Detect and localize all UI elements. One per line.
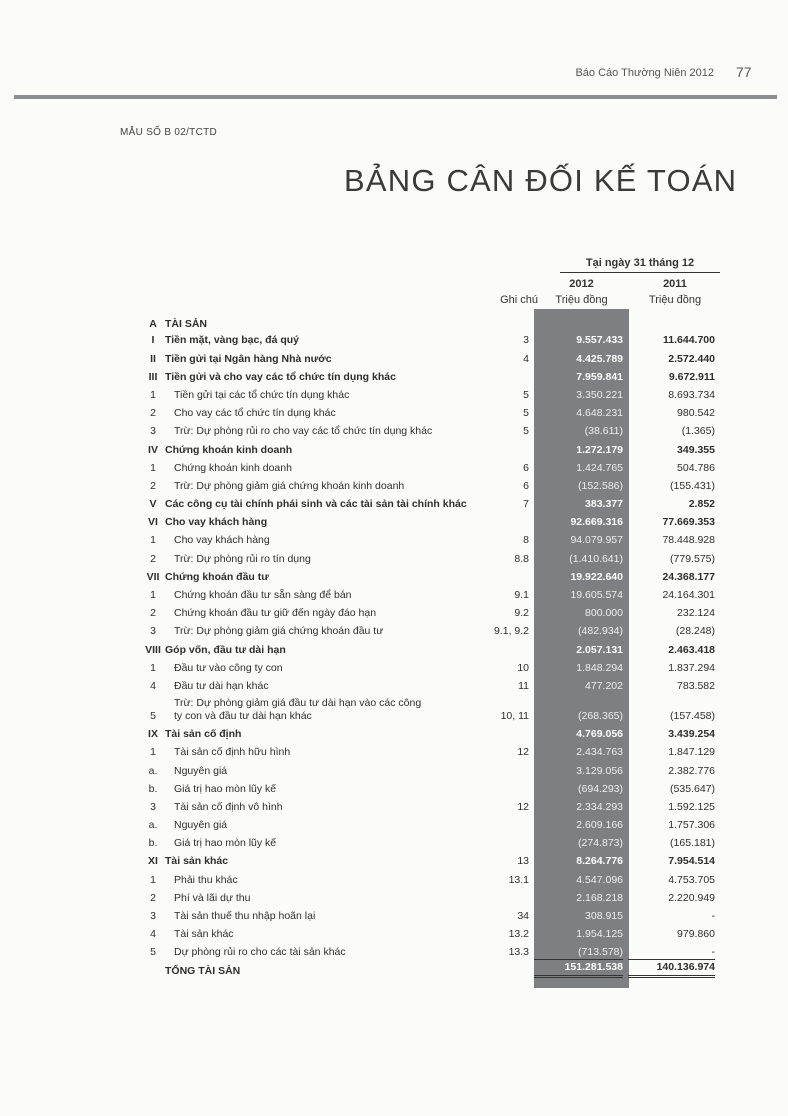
- value-2011: (535.647): [670, 782, 715, 795]
- row-note: 13: [517, 855, 529, 868]
- table-row: [0, 622, 788, 640]
- current-year-unit: Triệu đồng: [555, 294, 608, 306]
- row-label: Góp vốn, đầu tư dài hạn: [165, 643, 286, 656]
- row-code: 2: [150, 891, 156, 904]
- value-2012: (713.578): [578, 946, 623, 959]
- value-2012: 2.057.131: [576, 643, 623, 656]
- row-note: 6: [523, 479, 529, 492]
- value-2011: 349.355: [677, 443, 715, 456]
- value-2012: (268.365): [578, 709, 623, 722]
- row-note: 13.1: [508, 873, 529, 886]
- value-2012: 308.915: [585, 910, 623, 922]
- value-2011: 979.860: [677, 928, 715, 941]
- value-2011: (165.181): [670, 837, 715, 850]
- table-row: [0, 725, 788, 743]
- value-2012: 477.202: [585, 679, 623, 692]
- row-note: 5: [523, 407, 529, 420]
- table-row: [0, 349, 788, 367]
- table-row: [0, 531, 788, 549]
- row-note: 10, 11: [500, 709, 529, 722]
- row-label: Trừ: Dự phòng giảm giá chứng khoán đầu tư: [174, 625, 384, 638]
- row-code: 3: [150, 910, 156, 922]
- value-2011: 4.753.705: [668, 873, 715, 886]
- row-note: 8: [523, 534, 529, 547]
- value-2012: 2.168.218: [576, 891, 623, 904]
- current-year: 2012: [569, 278, 594, 290]
- row-code: VI: [148, 516, 158, 529]
- row-label: Trừ: Dự phòng giảm giá đầu tư dài hạn vào các công ty con và đầu tư dài hạn khác: [174, 696, 422, 722]
- row-code: 4: [150, 928, 156, 941]
- table-row: [0, 870, 788, 888]
- row-label: Tiền gửi tại Ngân hàng Nhà nước: [165, 352, 332, 365]
- row-note: 9.1: [514, 589, 529, 601]
- value-2011: 77.669.353: [662, 516, 715, 529]
- table-row: [0, 440, 788, 458]
- row-code: III: [148, 370, 158, 383]
- table-row: [0, 816, 788, 834]
- value-2011: 504.786: [677, 461, 715, 474]
- table-row: [0, 852, 788, 870]
- row-code: 3: [150, 625, 156, 638]
- value-2011: 1.757.306: [668, 819, 715, 832]
- report-title: Báo Cáo Thường Niên 2012: [575, 67, 714, 79]
- value-2011: 24.164.301: [662, 589, 715, 601]
- table-row: [0, 834, 788, 852]
- row-label: Nguyên giá: [174, 764, 228, 777]
- row-code: a.: [148, 819, 158, 832]
- table-row: [0, 677, 788, 695]
- row-code: IV: [148, 443, 158, 456]
- value-2011: 2.852: [688, 498, 715, 511]
- value-2012: 383.377: [585, 498, 623, 511]
- row-note: 10: [517, 661, 529, 674]
- value-2012: 2.609.166: [576, 819, 623, 832]
- value-2012: (694.293): [578, 782, 623, 795]
- value-2012: 800.000: [585, 607, 623, 620]
- value-2012: 3.350.221: [576, 388, 623, 401]
- table-row: [0, 780, 788, 798]
- value-2011: 232.124: [677, 607, 715, 620]
- row-code: 3: [150, 800, 156, 813]
- form-code: MẪU SỐ B 02/TCTD: [120, 127, 218, 138]
- row-code: I: [151, 334, 155, 347]
- table-row: [0, 549, 788, 567]
- value-2012: (482.934): [578, 625, 623, 638]
- value-2012: 9.557.433: [576, 334, 623, 347]
- value-2011: 78.448.928: [662, 534, 715, 547]
- value-2011: 783.582: [677, 679, 715, 692]
- row-label: Nguyên giá: [174, 819, 228, 832]
- header-divider: [14, 95, 777, 99]
- row-code: b.: [148, 782, 158, 795]
- value-2012: 1.954.125: [576, 928, 623, 941]
- row-label: Giá trị hao mòn lũy kế: [174, 837, 277, 850]
- row-label: Tài sản khác: [165, 855, 229, 868]
- row-code: 2: [150, 607, 156, 620]
- value-2012: 151.281.538: [534, 959, 623, 978]
- row-label: Chứng khoán đầu tư giữ đến ngày đáo hạn: [174, 607, 377, 620]
- value-2012: 4.648.231: [576, 407, 623, 420]
- row-label: Dự phòng rủi ro cho các tài sản khác: [174, 946, 346, 959]
- value-2011: 24.368.177: [662, 570, 715, 583]
- value-2012: 94.079.957: [570, 534, 623, 547]
- row-code: 1: [150, 461, 156, 474]
- value-2012: 1.424.765: [576, 461, 623, 474]
- row-note: 5: [523, 388, 529, 401]
- row-note: 7: [523, 498, 529, 511]
- value-2012: 92.669.316: [570, 516, 623, 529]
- row-code: A: [149, 318, 157, 331]
- page-number: 77: [736, 64, 752, 80]
- row-code: 1: [150, 661, 156, 674]
- table-row: [0, 743, 788, 761]
- table-row: [0, 586, 788, 604]
- row-label: Giá trị hao mòn lũy kế: [174, 782, 277, 795]
- table-row: [0, 404, 788, 422]
- row-label: Phí và lãi dự thu: [174, 891, 251, 904]
- value-2011: 2.382.776: [668, 764, 715, 777]
- table-row: [0, 604, 788, 622]
- row-label: Chứng khoán đầu tư sẵn sàng để bán: [174, 589, 352, 601]
- value-2011: 2.572.440: [668, 352, 715, 365]
- value-2012: (152.586): [578, 479, 623, 492]
- row-label: TÀI SẢN: [165, 318, 207, 331]
- row-note: 8.8: [514, 552, 529, 565]
- row-label: Tài sản cố định vô hình: [174, 800, 283, 813]
- row-label: Tài sản thuế thu nhập hoãn lại: [174, 910, 316, 922]
- row-label: TỔNG TÀI SẢN: [165, 964, 241, 977]
- value-2011: 9.672.911: [668, 370, 715, 383]
- row-note: 3: [523, 334, 529, 347]
- row-label: Các công cụ tài chính phái sinh và các tài sản tài chính khác: [165, 498, 467, 511]
- row-label: Đầu tư dài hạn khác: [174, 679, 269, 692]
- row-label: Tài sản khác: [174, 928, 234, 941]
- value-2012: (274.873): [578, 837, 623, 850]
- table-row: [0, 907, 788, 925]
- value-2011: 2.463.418: [668, 643, 715, 656]
- row-label: Trừ: Dự phòng giảm giá chứng khoán kinh doanh: [174, 479, 405, 492]
- table-row: [0, 695, 788, 725]
- row-label: Đầu tư vào công ty con: [174, 661, 283, 674]
- row-label: Tiền gửi và cho vay các tổ chức tín dụng khác: [165, 370, 396, 383]
- table-row: [0, 961, 788, 979]
- row-note: 13.2: [508, 928, 529, 941]
- table-row: [0, 477, 788, 495]
- value-2011: 11.644.700: [663, 334, 715, 347]
- table-row: [0, 459, 788, 477]
- value-2012: 2.434.763: [576, 746, 623, 759]
- value-2012: 4.769.056: [576, 728, 623, 741]
- row-label: Cho vay khách hàng: [174, 534, 270, 547]
- table-row: [0, 889, 788, 907]
- row-note: 12: [517, 746, 529, 759]
- row-label: Tài sản cố định hữu hình: [174, 746, 291, 759]
- row-note: 4: [523, 352, 529, 365]
- previous-year-column-header: [628, 276, 722, 308]
- value-2011: (1.365): [681, 425, 715, 438]
- value-2012: (1.410.641): [569, 552, 623, 565]
- row-label: Tiền gửi tại các tổ chức tín dụng khác: [174, 388, 350, 401]
- note-column-header: Ghi chú: [500, 294, 538, 306]
- current-year-column-header: [534, 276, 629, 308]
- table-row: [0, 513, 788, 531]
- row-label: Trừ: Dự phòng rủi ro tín dụng: [174, 552, 311, 565]
- table-row: [0, 925, 788, 943]
- value-2012: 4.547.096: [576, 873, 623, 886]
- previous-year-unit: Triệu đồng: [648, 294, 702, 306]
- table-row: [0, 422, 788, 440]
- value-2011: -: [711, 910, 715, 922]
- table-row: [0, 313, 788, 331]
- row-code: VIII: [145, 643, 161, 656]
- row-note: 6: [523, 461, 529, 474]
- value-2011: 3.439.254: [668, 728, 715, 741]
- value-2011: 1.592.125: [668, 800, 715, 813]
- period-heading: Tại ngày 31 tháng 12: [585, 257, 695, 269]
- row-code: b.: [148, 837, 158, 850]
- value-2012: 19.922.640: [570, 570, 623, 583]
- row-code: 1: [150, 589, 156, 601]
- value-2011: 1.837.294: [668, 661, 715, 674]
- row-label: Phải thu khác: [174, 873, 238, 886]
- row-code: V: [149, 498, 157, 511]
- table-row: [0, 386, 788, 404]
- value-2011: 7.954.514: [668, 855, 715, 868]
- value-2012: 8.264.776: [576, 855, 623, 868]
- row-label: Chứng khoán đầu tư: [165, 570, 269, 583]
- value-2012: (38.611): [584, 425, 623, 438]
- value-2011: 140.136.974: [628, 959, 715, 978]
- row-note: 12: [517, 800, 529, 813]
- value-2011: -: [711, 946, 715, 959]
- row-note: 9.1, 9.2: [493, 625, 529, 638]
- row-note: 11: [518, 679, 529, 692]
- row-code: 3: [150, 425, 156, 438]
- value-2012: 3.129.056: [576, 764, 623, 777]
- page-title: BẢNG CÂN ĐỐI KẾ TOÁN: [344, 163, 738, 198]
- previous-year: 2011: [663, 278, 687, 290]
- row-label: Tài sản cố định: [165, 728, 242, 741]
- table-row: [0, 798, 788, 816]
- row-code: 4: [150, 679, 156, 692]
- value-2011: 8.693.734: [668, 388, 715, 401]
- value-2011: (779.575): [670, 552, 715, 565]
- row-label: Trừ: Dự phòng rủi ro cho vay các tổ chức tín dụng khác: [174, 425, 433, 438]
- value-2011: 980.542: [677, 407, 715, 420]
- row-note: 9.2: [514, 607, 529, 620]
- table-row: [0, 761, 788, 779]
- value-2011: (28.248): [675, 625, 715, 638]
- row-note: 5: [523, 425, 529, 438]
- value-2011: 1.847.129: [668, 746, 715, 759]
- table-row: [0, 640, 788, 658]
- period-divider: [560, 272, 720, 273]
- value-2012: 19.605.574: [570, 589, 623, 601]
- row-code: VII: [146, 570, 160, 583]
- row-code: 1: [150, 873, 156, 886]
- row-code: 2: [150, 407, 156, 420]
- row-code: 2: [150, 552, 156, 565]
- value-2011: (155.431): [670, 479, 715, 492]
- row-code: 1: [150, 388, 156, 401]
- row-label: Chứng khoán kinh doanh: [174, 461, 292, 474]
- row-code: 2: [150, 479, 156, 492]
- table-row: [0, 659, 788, 677]
- row-code: a.: [148, 764, 158, 777]
- row-code: XI: [148, 855, 158, 868]
- row-note: 13.3: [508, 946, 529, 959]
- table-row: [0, 368, 788, 386]
- balance-sheet-table: [0, 313, 788, 980]
- row-code: 5: [150, 946, 156, 959]
- table-row: [0, 495, 788, 513]
- table-row: [0, 331, 788, 349]
- row-label: Tiền mặt, vàng bạc, đá quý: [165, 334, 300, 347]
- row-code: 1: [150, 534, 156, 547]
- value-2012: 1.848.294: [576, 661, 623, 674]
- row-code: 1: [150, 746, 156, 759]
- value-2012: 7.959.841: [576, 370, 623, 383]
- row-label: Cho vay các tổ chức tín dụng khác: [174, 407, 336, 420]
- value-2012: 2.334.293: [576, 800, 623, 813]
- row-note: 34: [517, 910, 529, 922]
- row-label: Chứng khoán kinh doanh: [165, 443, 293, 456]
- row-code: 5: [150, 709, 156, 722]
- table-row: [0, 568, 788, 586]
- value-2012: 1.272.179: [576, 443, 623, 456]
- value-2012: 4.425.789: [576, 352, 623, 365]
- row-label: Cho vay khách hàng: [165, 516, 268, 529]
- row-code: II: [150, 352, 156, 365]
- value-2011: (157.458): [670, 709, 715, 722]
- row-code: IX: [148, 728, 158, 741]
- value-2011: 2.220.949: [668, 891, 715, 904]
